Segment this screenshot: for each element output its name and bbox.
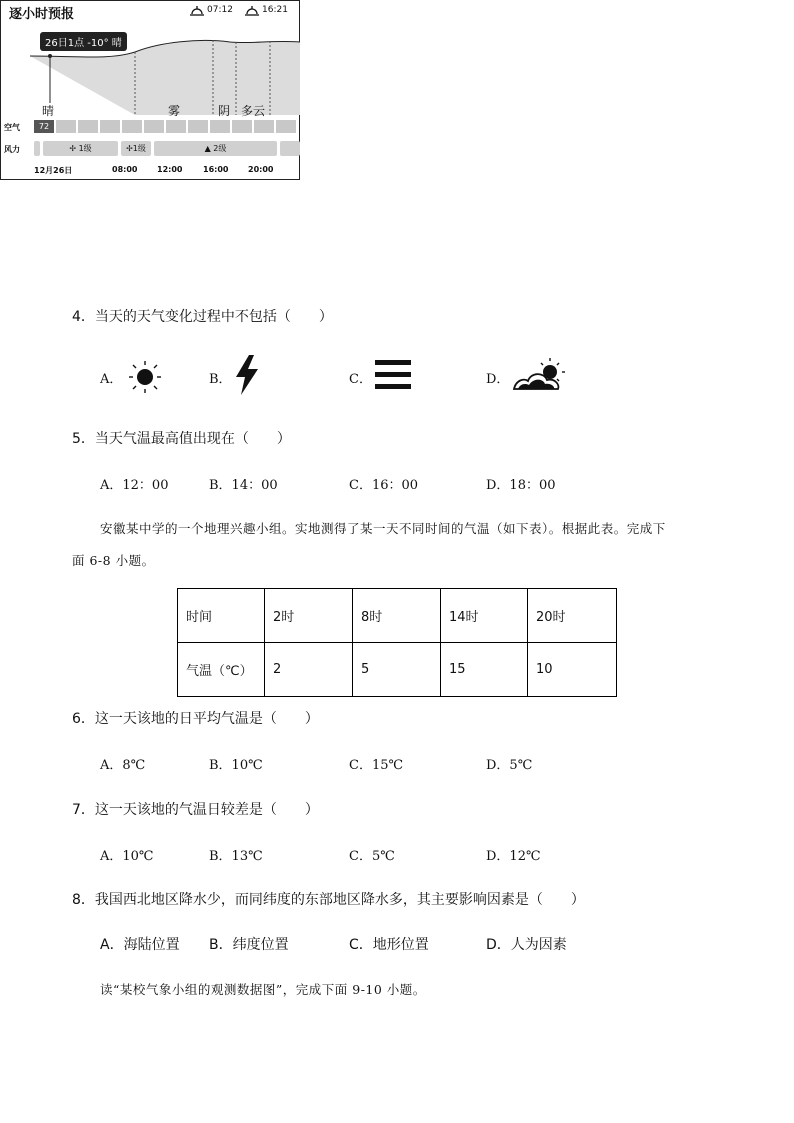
wind-segment <box>280 141 300 156</box>
wind-level-1: 1级 <box>78 144 92 153</box>
partly-cloudy-icon <box>512 356 566 392</box>
table-cell: 15 <box>441 643 528 697</box>
air-row-label: 空气 <box>4 123 20 132</box>
table-cell: 2时 <box>265 589 353 643</box>
air-quality-bar <box>56 120 296 133</box>
table-row <box>178 589 617 643</box>
lightning-icon <box>234 355 260 395</box>
q7-option-a: A．10℃ <box>100 849 154 864</box>
intro-9-10: 读“某校气象小组的观测数据图”，完成下面 9-10 小题。 <box>100 982 426 997</box>
q7-option-d: D．12℃ <box>486 849 541 864</box>
wind-level-3: 2级 <box>213 144 227 153</box>
q7-option-b: B．13℃ <box>209 849 263 864</box>
question-8-stem: 8．我国西北地区降水少，而同纬度的东部地区降水多，其主要影响因素是（ ） <box>72 892 585 908</box>
sunrise-icon <box>190 6 204 16</box>
table-cell: 时间 <box>178 589 265 643</box>
q7-option-c: C．5℃ <box>349 849 395 864</box>
q5-option-d: D．18：00 <box>486 478 556 493</box>
q5-option-a: A．12：00 <box>100 478 169 493</box>
question-6-stem: 6．这一天该地的日平均气温是（ ） <box>72 711 319 727</box>
table-cell: 10 <box>528 643 617 697</box>
q5-option-c: C．16：00 <box>349 478 419 493</box>
table-row <box>178 643 617 697</box>
question-7-stem: 7．这一天该地的气温日较差是（ ） <box>72 802 319 818</box>
q6-option-b: B．10℃ <box>209 758 263 773</box>
sunrise-time: 07:12 <box>207 5 233 15</box>
sun-icon <box>127 360 163 394</box>
table-cell: 5 <box>353 643 441 697</box>
time-tick-2000: 20:00 <box>248 165 274 174</box>
q8-option-b: B．纬度位置 <box>209 937 289 953</box>
wind-row-label: 风力 <box>4 145 20 154</box>
question-4-stem: 4．当天的天气变化过程中不包括（ ） <box>72 309 333 325</box>
table-cell: 2 <box>265 643 353 697</box>
intro-6-8-line1: 安徽某中学的一个地理兴趣小组。实地测得了某一天不同时间的气温（如下表）。根据此表。完成下 <box>100 521 666 536</box>
table-cell: 20时 <box>528 589 617 643</box>
weather-label-cloudy: 多云 <box>241 104 266 118</box>
q8-option-a: A．海陆位置 <box>100 937 180 953</box>
table-cell: 14时 <box>441 589 528 643</box>
q6-option-c: C．15℃ <box>349 758 404 773</box>
intro-6-8-line2: 面 6-8 小题。 <box>72 553 155 568</box>
time-tick-date: 12月26日 <box>34 166 73 175</box>
q6-option-a: A．8℃ <box>100 758 146 773</box>
question-5-stem: 5．当天气温最高值出现在（ ） <box>72 431 291 447</box>
q8-option-c: C．地形位置 <box>349 937 429 953</box>
q5-option-b: B．14：00 <box>209 478 278 493</box>
fog-icon <box>375 358 411 392</box>
aqi-value: 72 <box>34 120 54 133</box>
wind-segment-3: ▲ 2级 <box>154 141 277 156</box>
wind-segment-1: ✢ 1级 <box>43 141 118 156</box>
temperature-callout: 26日1点 -10° 晴 <box>40 32 127 51</box>
time-tick-1200: 12:00 <box>157 165 183 174</box>
hourly-forecast-figure <box>0 0 300 180</box>
figure-title: 逐小时预报 <box>9 7 75 22</box>
wind-segment <box>34 141 40 156</box>
wind-level-2: 1级 <box>132 144 146 153</box>
time-tick-0800: 08:00 <box>112 165 138 174</box>
temperature-table <box>177 588 617 697</box>
table-cell: 8时 <box>353 589 441 643</box>
weather-label-overcast: 阴 <box>218 104 231 118</box>
sunset-time: 16:21 <box>262 5 288 15</box>
weather-label-fog: 雾 <box>168 104 181 118</box>
q4-option-d: D． <box>486 372 510 387</box>
table-cell: 气温（℃） <box>178 643 265 697</box>
q6-option-d: D．5℃ <box>486 758 533 773</box>
q8-option-d: D．人为因素 <box>486 937 567 953</box>
q4-option-c: C． <box>349 372 372 387</box>
sunset-icon <box>245 6 259 16</box>
q4-option-b: B． <box>209 372 232 387</box>
q4-option-a: A． <box>100 372 123 387</box>
weather-label-sunny: 晴 <box>42 104 55 118</box>
wind-segment-2: ✢1级 <box>121 141 151 156</box>
time-tick-1600: 16:00 <box>203 165 229 174</box>
